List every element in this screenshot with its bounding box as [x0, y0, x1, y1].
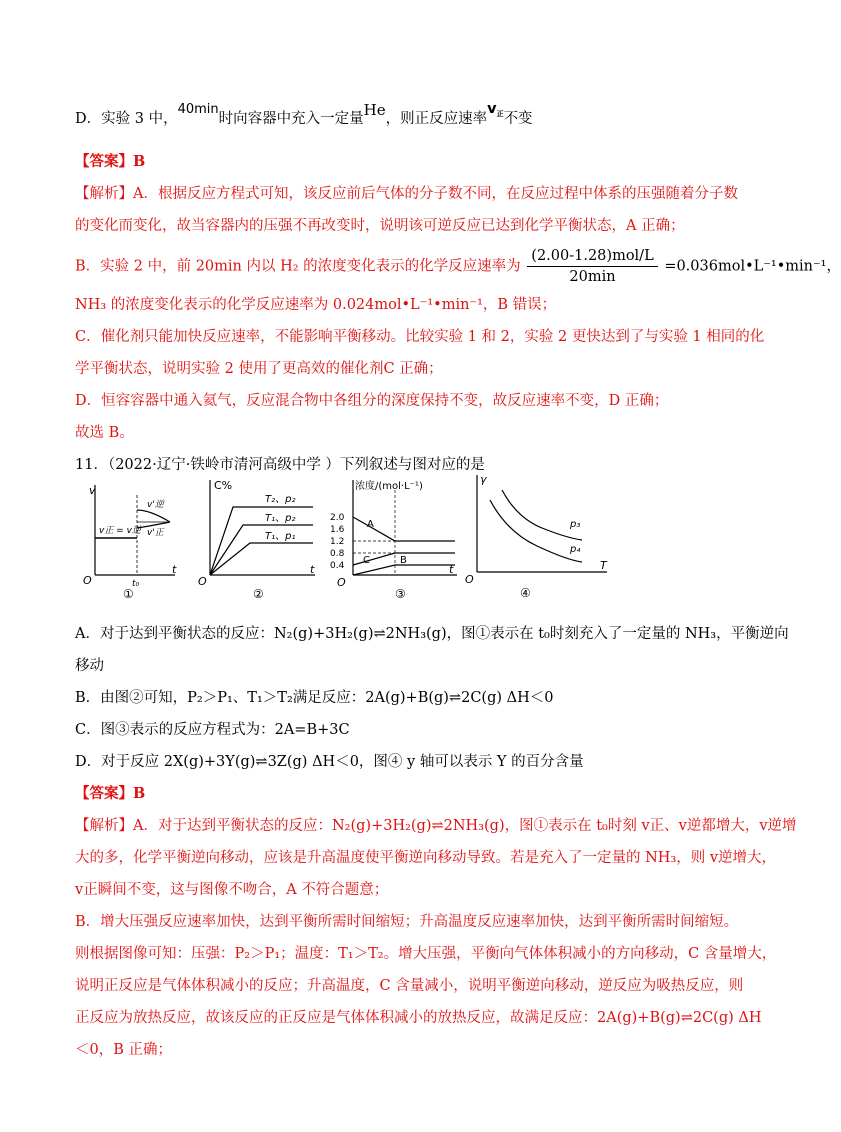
fig2-origin: O [198, 575, 207, 588]
fig1-x-label: t [172, 563, 177, 576]
q11-option-a-line-2: 移动 [75, 658, 104, 674]
fig2-x-label: t [310, 563, 315, 576]
fig1-v-reverse: v'逆 [147, 500, 164, 510]
fig4-p4: p₄ [570, 544, 581, 555]
q11-analysis-line-4: B．增大压强反应速率加快，达到平衡所需时间缩短；升高温度反应速率加快，达到平衡所需时间缩短。 [75, 914, 739, 930]
q11-analysis-line-7: 正反应为放热反应，故该反应的正反应是气体体积减小的放热反应，故满足反应：2A(g)+B(g)⇌2C(g) ΔH [75, 1010, 762, 1026]
fig1-number: ① [123, 587, 134, 601]
fig1-t0: t₀ [132, 579, 140, 589]
fig3-label-b: B [400, 555, 407, 566]
q11-answer: 【答案】B [75, 785, 146, 802]
option-d-prev: D．实验 3 中，40min时向容器中充入一定量He，则正反应速率$v_正$不变 [75, 101, 533, 127]
q11-option-a-line-1: A．对于达到平衡状态的反应：N₂(g)+3H₂(g)⇌2NH₃(g)，图①表示在 t₀时刻充入了一定量的 NH₃，平衡逆向 [75, 626, 789, 642]
q10-analysis-line-1: 【解析】A．根据反应方程式可知，该反应前后气体的分子数不同，在反应过程中体系的压强随着分子数 [75, 186, 738, 202]
q11-option-b: B．由图②可知，P₂＞P₁、T₁＞T₂满足反应：2A(g)+B(g)⇌2C(g) ΔH＜0 [75, 690, 554, 706]
q11-analysis-line-1: 【解析】A．对于达到平衡状态的反应：N₂(g)+3H₂(g)⇌2NH₃(g)，图①表示在 t₀时刻 v正、v逆都增大，v逆增 [75, 818, 797, 834]
q11-analysis-line-2: 大的多，化学平衡逆向移动，应该是升高温度使平衡逆向移动导致。若是充入了一定量的 NH₃，则 v逆增大， [75, 850, 777, 866]
q11-analysis-line-3: v正瞬间不变，这与图像不吻合，A 不符合题意； [75, 882, 389, 898]
fig3-x-label: t [449, 563, 454, 576]
fig3-origin: O [337, 576, 346, 589]
q10-option-b: B．实验 2 中，前 20min 内以 H₂ 的浓度变化表示的化学反应速率为 $\frac{\text{(2.00-1.28)mol/L}}{20\min}$ =0.036mol•L⁻¹•min⁻¹， [75, 248, 841, 285]
fig3-tick-1.6: 1.6 [330, 525, 345, 535]
fig4-y-label: γ [480, 473, 487, 486]
fig2-number: ② [253, 587, 264, 601]
fig4-number: ④ [520, 586, 531, 600]
q11-analysis-line-8: ＜0，B 正确； [75, 1042, 172, 1058]
fig4-p3: p₃ [570, 519, 581, 530]
q10-option-d: D．恒容容器中通入氦气，反应混合物中各组分的深度保持不变，故反应速率不变，D 正确； [75, 393, 669, 409]
q10-analysis-line-2: 的变化而变化，故当容器内的压强不再改变时，说明该可逆反应已达到化学平衡状态，A 正确； [75, 218, 685, 234]
fig3-number: ③ [395, 587, 406, 601]
q10-option-b-line-2: NH₃ 的浓度变化表示的化学反应速率为 0.024mol•L⁻¹•min⁻¹，B 错误； [75, 297, 557, 313]
fig2-y-label: C% [214, 479, 233, 492]
fig1-equal-label: v正 = v逆 [99, 526, 141, 536]
q11-stem: 11．（2022·辽宁·铁岭市清河高级中学 ）下列叙述与图对应的是 [75, 457, 485, 473]
q10-option-c-line-1: C．催化剂只能加快反应速率，不能影响平衡移动。比较实验 1 和 2，实验 2 更快达到了与实验 1 相同的化 [75, 329, 765, 345]
fig3-tick-0.4: 0.4 [330, 561, 345, 571]
q11-option-d: D．对于反应 2X(g)+3Y(g)⇌3Z(g) ΔH＜0，图④ y 轴可以表示 Y 的百分含量 [75, 754, 584, 770]
rate-symbol: $v_正$ [487, 101, 504, 118]
fig4-origin: O [465, 573, 474, 586]
q11-analysis-line-5: 则根据图像可知：压强：P₂＞P₁；温度：T₁＞T₂。增大压强，平衡向气体体积减小的方向移动，C 含量增大， [75, 946, 777, 962]
figure-1 [75, 480, 185, 600]
fig3-y-label: 浓度/(mol·L⁻¹) [355, 481, 423, 492]
figure-3 [325, 475, 460, 600]
figure-4 [462, 470, 612, 600]
fig1-origin: O [83, 574, 92, 587]
q11-option-c: C．图③表示的反应方程式为：2A=B+3C [75, 722, 350, 738]
fig4-x-label: T [600, 559, 607, 572]
rate-fraction: $\frac{\text{(2.00-1.28)mol/L}}{20\min}$ [527, 246, 657, 287]
fig2-curve-1: T₂、p₂ [265, 494, 296, 505]
figure-2 [195, 475, 320, 600]
fig3-label-a: A [367, 519, 374, 530]
q11-analysis-line-6: 说明正反应是气体体积减小的反应；升高温度，C 含量减小，说明平衡逆向移动，逆反应为吸热反应，则 [75, 978, 744, 994]
q10-answer: 【答案】B [75, 153, 146, 170]
fig2-curve-3: T₁、p₁ [265, 531, 296, 542]
q10-option-c-line-2: 学平衡状态，说明实验 2 使用了更高效的催化剂C 正确； [75, 361, 443, 377]
fig3-tick-0.8: 0.8 [330, 549, 345, 559]
time-value: 40min [177, 102, 219, 117]
fig3-label-c: C [363, 555, 370, 566]
q10-choose: 故选 B。 [75, 425, 134, 441]
fig1-y-label: v [89, 484, 96, 497]
fig2-curve-2: T₁、p₂ [265, 513, 296, 524]
fig3-tick-1.2: 1.2 [330, 537, 345, 547]
fig3-tick-2.0: 2.0 [330, 513, 345, 523]
fig1-v-forward: v'正 [147, 528, 164, 538]
gas-name: He [363, 101, 386, 119]
